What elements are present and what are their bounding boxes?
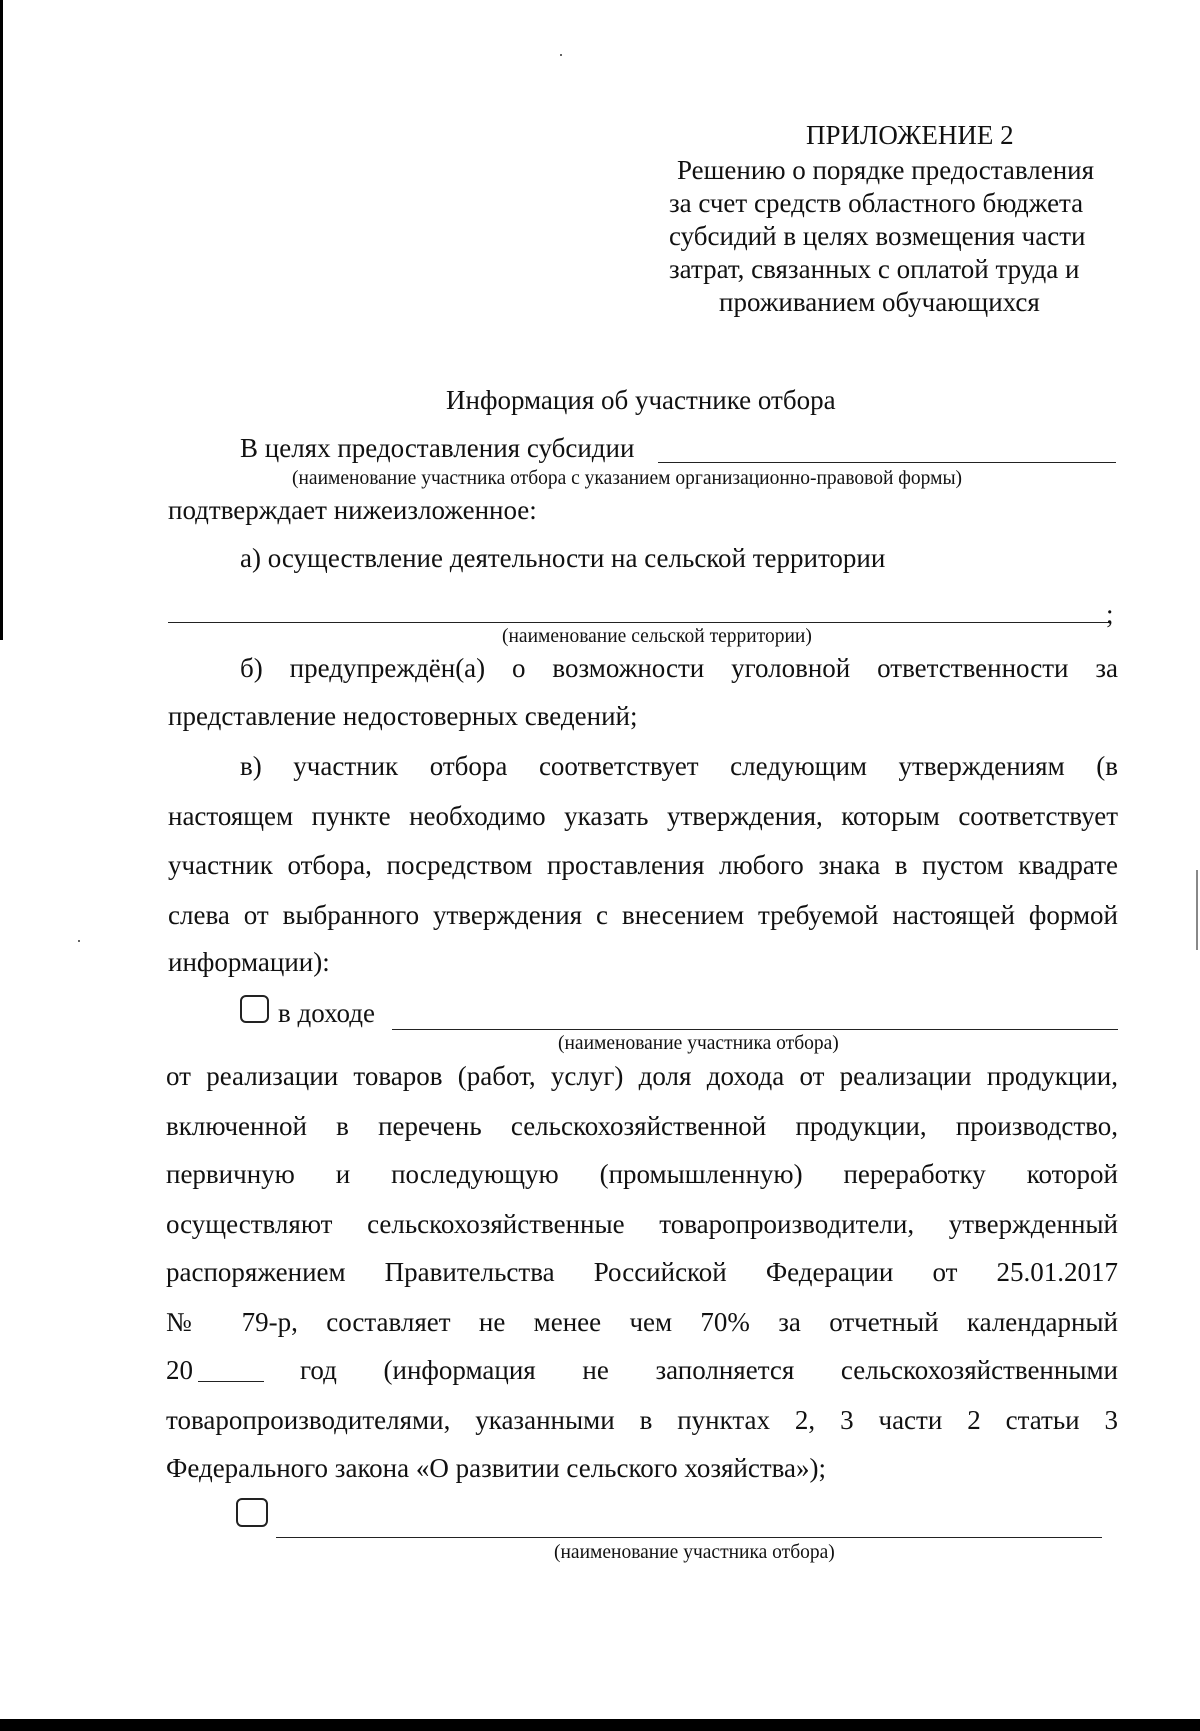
territory-caption: (наименование сельской территории) bbox=[502, 626, 812, 647]
participant-caption: (наименование участника отбора с указанием организационно-правовой формы) bbox=[292, 468, 963, 489]
option1-line: № 79-р, составляет не менее чем 70% за отчетный календарный bbox=[166, 1307, 1118, 1337]
option1-caption: (наименование участника отбора) bbox=[558, 1033, 839, 1054]
annex-line: Решению о порядке предоставления bbox=[677, 155, 1095, 185]
confirms-text: подтверждает нижеизложенное: bbox=[168, 495, 537, 525]
option2-checkbox[interactable] bbox=[236, 1498, 268, 1527]
option1-line: осуществляют сельскохозяйственные товаропроизводители, утвержденный bbox=[166, 1209, 1118, 1239]
item-a-text: а) осуществление деятельности на сельской территории bbox=[240, 543, 886, 573]
option1-line: распоряжением Правительства Российской Федерации от 25.01.2017 bbox=[166, 1257, 1118, 1287]
item-v-line: слева от выбранного утверждения с внесением требуемой настоящей формой bbox=[168, 900, 1118, 930]
participant-name-blank[interactable] bbox=[658, 462, 1116, 463]
option1-line: включенной в перечень сельскохозяйственной продукции, производство, bbox=[166, 1111, 1118, 1141]
annex-line: затрат, связанных с оплатой труда и bbox=[669, 254, 1080, 284]
annex-line: субсидий в целях возмещения части bbox=[669, 221, 1086, 251]
option2-participant-blank[interactable] bbox=[276, 1537, 1102, 1538]
option1-last-line: Федерального закона «О развитии сельского хозяйства»); bbox=[166, 1453, 827, 1483]
option1-line: первичную и последующую (промышленную) переработку которой bbox=[166, 1159, 1118, 1189]
item-b-line: представление недостоверных сведений; bbox=[168, 701, 638, 731]
item-v-line: информации): bbox=[168, 947, 330, 977]
scan-right-mark bbox=[1196, 870, 1198, 950]
year-blank[interactable] bbox=[198, 1381, 264, 1382]
item-v-line: в) участник отбора соответствует следующим утверждениям (в bbox=[240, 751, 1118, 781]
option1-label: в доходе bbox=[278, 998, 375, 1028]
territory-name-blank[interactable] bbox=[168, 622, 1110, 623]
item-a-semicolon: ; bbox=[1106, 599, 1114, 629]
annex-line: за счет средств областного бюджета bbox=[669, 188, 1084, 218]
scan-speck bbox=[78, 940, 80, 942]
annex-line: проживанием обучающихся bbox=[719, 287, 1040, 317]
item-v-line: участник отбора, посредством проставления любого знака в пустом квадрате bbox=[168, 850, 1118, 880]
scan-left-edge bbox=[0, 0, 3, 640]
option1-line: товаропроизводителями, указанными в пунктах 2, 3 части 2 статьи 3 bbox=[166, 1405, 1118, 1435]
form-heading: Информация об участнике отбора bbox=[446, 385, 836, 415]
scan-speck bbox=[560, 54, 562, 56]
intro-text: В целях предоставления субсидии bbox=[240, 433, 635, 463]
option2-caption: (наименование участника отбора) bbox=[554, 1542, 835, 1563]
option1-line: от реализации товаров (работ, услуг) доля дохода от реализации продукции, bbox=[166, 1061, 1118, 1091]
year-prefix: 20 bbox=[166, 1355, 193, 1385]
item-v-line: настоящем пункте необходимо указать утверждения, которым соответствует bbox=[168, 801, 1118, 831]
scan-bottom-edge bbox=[0, 1719, 1200, 1731]
item-b-line: б) предупреждён(а) о возможности уголовной ответственности за bbox=[240, 653, 1118, 683]
annex-title: ПРИЛОЖЕНИЕ 2 bbox=[806, 120, 1014, 150]
year-suffix-line: год (информация не заполняется сельскохозяйственными bbox=[300, 1355, 1118, 1385]
option1-checkbox[interactable] bbox=[240, 995, 269, 1023]
option1-participant-blank[interactable] bbox=[392, 1029, 1118, 1030]
